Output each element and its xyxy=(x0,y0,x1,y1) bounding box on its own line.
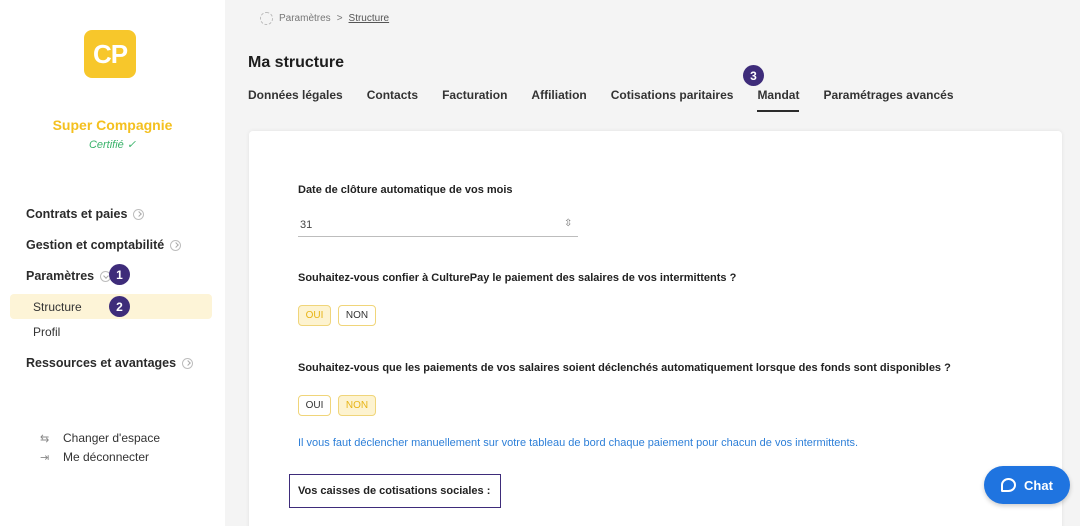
nav-label: Gestion et comptabilité xyxy=(26,238,165,252)
nav-contrats-et-paies[interactable] xyxy=(26,207,144,221)
sub-item-profil[interactable]: Profil xyxy=(33,325,61,339)
caisses-section-title: Vos caisses de cotisations sociales : xyxy=(289,474,501,508)
auto-trigger-question: Souhaitez-vous que les paiements de vos salaires soient déclenchés automatiquement lorsque des fonds sont disponibles ? xyxy=(298,362,951,374)
tab-facturation[interactable]: Facturation xyxy=(442,88,508,102)
nav-ressources-et-avantages[interactable] xyxy=(26,356,193,370)
swap-icon: ⇆ xyxy=(40,432,50,445)
step-badge-1: 1 xyxy=(109,264,130,285)
chevron-right-icon xyxy=(133,209,144,220)
breadcrumb-parent[interactable]: Paramètres xyxy=(279,13,331,24)
sub-item-structure[interactable]: Structure xyxy=(33,300,82,314)
check-circle-icon: ✓︎ xyxy=(126,139,137,151)
step-badge-2: 2 xyxy=(109,296,130,317)
sidebar xyxy=(0,0,225,526)
tab-contacts[interactable]: Contacts xyxy=(366,88,419,102)
step-badge-3: 3 xyxy=(743,65,764,86)
certified-label: Certifié xyxy=(88,139,124,151)
closing-date-input[interactable] xyxy=(298,213,578,237)
nav-label: Paramètres xyxy=(26,269,95,283)
manual-trigger-info: Il vous faut déclencher manuellement sur votre tableau de bord chaque paiement pour chacun de vos intermittents. xyxy=(298,437,859,449)
company-name: Super Compagnie xyxy=(52,117,173,133)
closing-date-value: 31 xyxy=(300,219,313,231)
chat-button[interactable] xyxy=(984,466,1070,504)
salary-payment-question: Souhaitez-vous confier à CulturePay le paiement des salaires de vos intermittents ? xyxy=(298,272,737,284)
logout-label: Me déconnecter xyxy=(63,450,150,464)
gear-icon xyxy=(260,12,273,25)
tab-cotisations-paritaires[interactable]: Cotisations paritaires xyxy=(610,88,734,102)
chat-bubble-icon xyxy=(1001,478,1016,492)
certified-status xyxy=(0,138,225,151)
breadcrumb xyxy=(260,12,389,25)
auto-trigger-yes-button[interactable]: OUI xyxy=(298,395,331,416)
salary-payment-yes-button[interactable]: OUI xyxy=(298,305,331,326)
salary-payment-no-button[interactable]: NON xyxy=(338,305,376,326)
chevron-right-icon xyxy=(170,240,181,251)
nav-label: Contrats et paies xyxy=(26,207,128,221)
logout-link[interactable] xyxy=(40,450,149,464)
tab-affiliation[interactable]: Affiliation xyxy=(531,88,587,102)
stepper-icon[interactable]: ⇳ xyxy=(564,218,573,229)
tab-donnees-legales[interactable]: Données légales xyxy=(248,88,343,102)
logout-icon: ⇥ xyxy=(40,451,50,464)
nav-gestion-et-comptabilite[interactable] xyxy=(26,238,181,252)
breadcrumb-separator: > xyxy=(336,13,343,24)
tab-parametrages-avances[interactable]: Paramétrages avancés xyxy=(823,88,954,102)
closing-date-label: Date de clôture automatique de vos mois xyxy=(298,184,513,196)
tab-mandat[interactable]: Mandat xyxy=(757,88,799,112)
chevron-right-icon xyxy=(182,358,193,369)
tab-bar xyxy=(248,88,978,112)
auto-trigger-no-button[interactable]: NON xyxy=(338,395,376,416)
change-space-link[interactable] xyxy=(40,431,160,445)
nav-parametres[interactable] xyxy=(26,269,111,283)
chat-label: Chat xyxy=(1024,477,1053,493)
change-space-label: Changer d'espace xyxy=(63,431,161,445)
page-title: Ma structure xyxy=(248,54,345,71)
breadcrumb-current[interactable]: Structure xyxy=(348,13,390,24)
company-logo: CP xyxy=(84,30,136,78)
nav-label: Ressources et avantages xyxy=(26,356,177,370)
